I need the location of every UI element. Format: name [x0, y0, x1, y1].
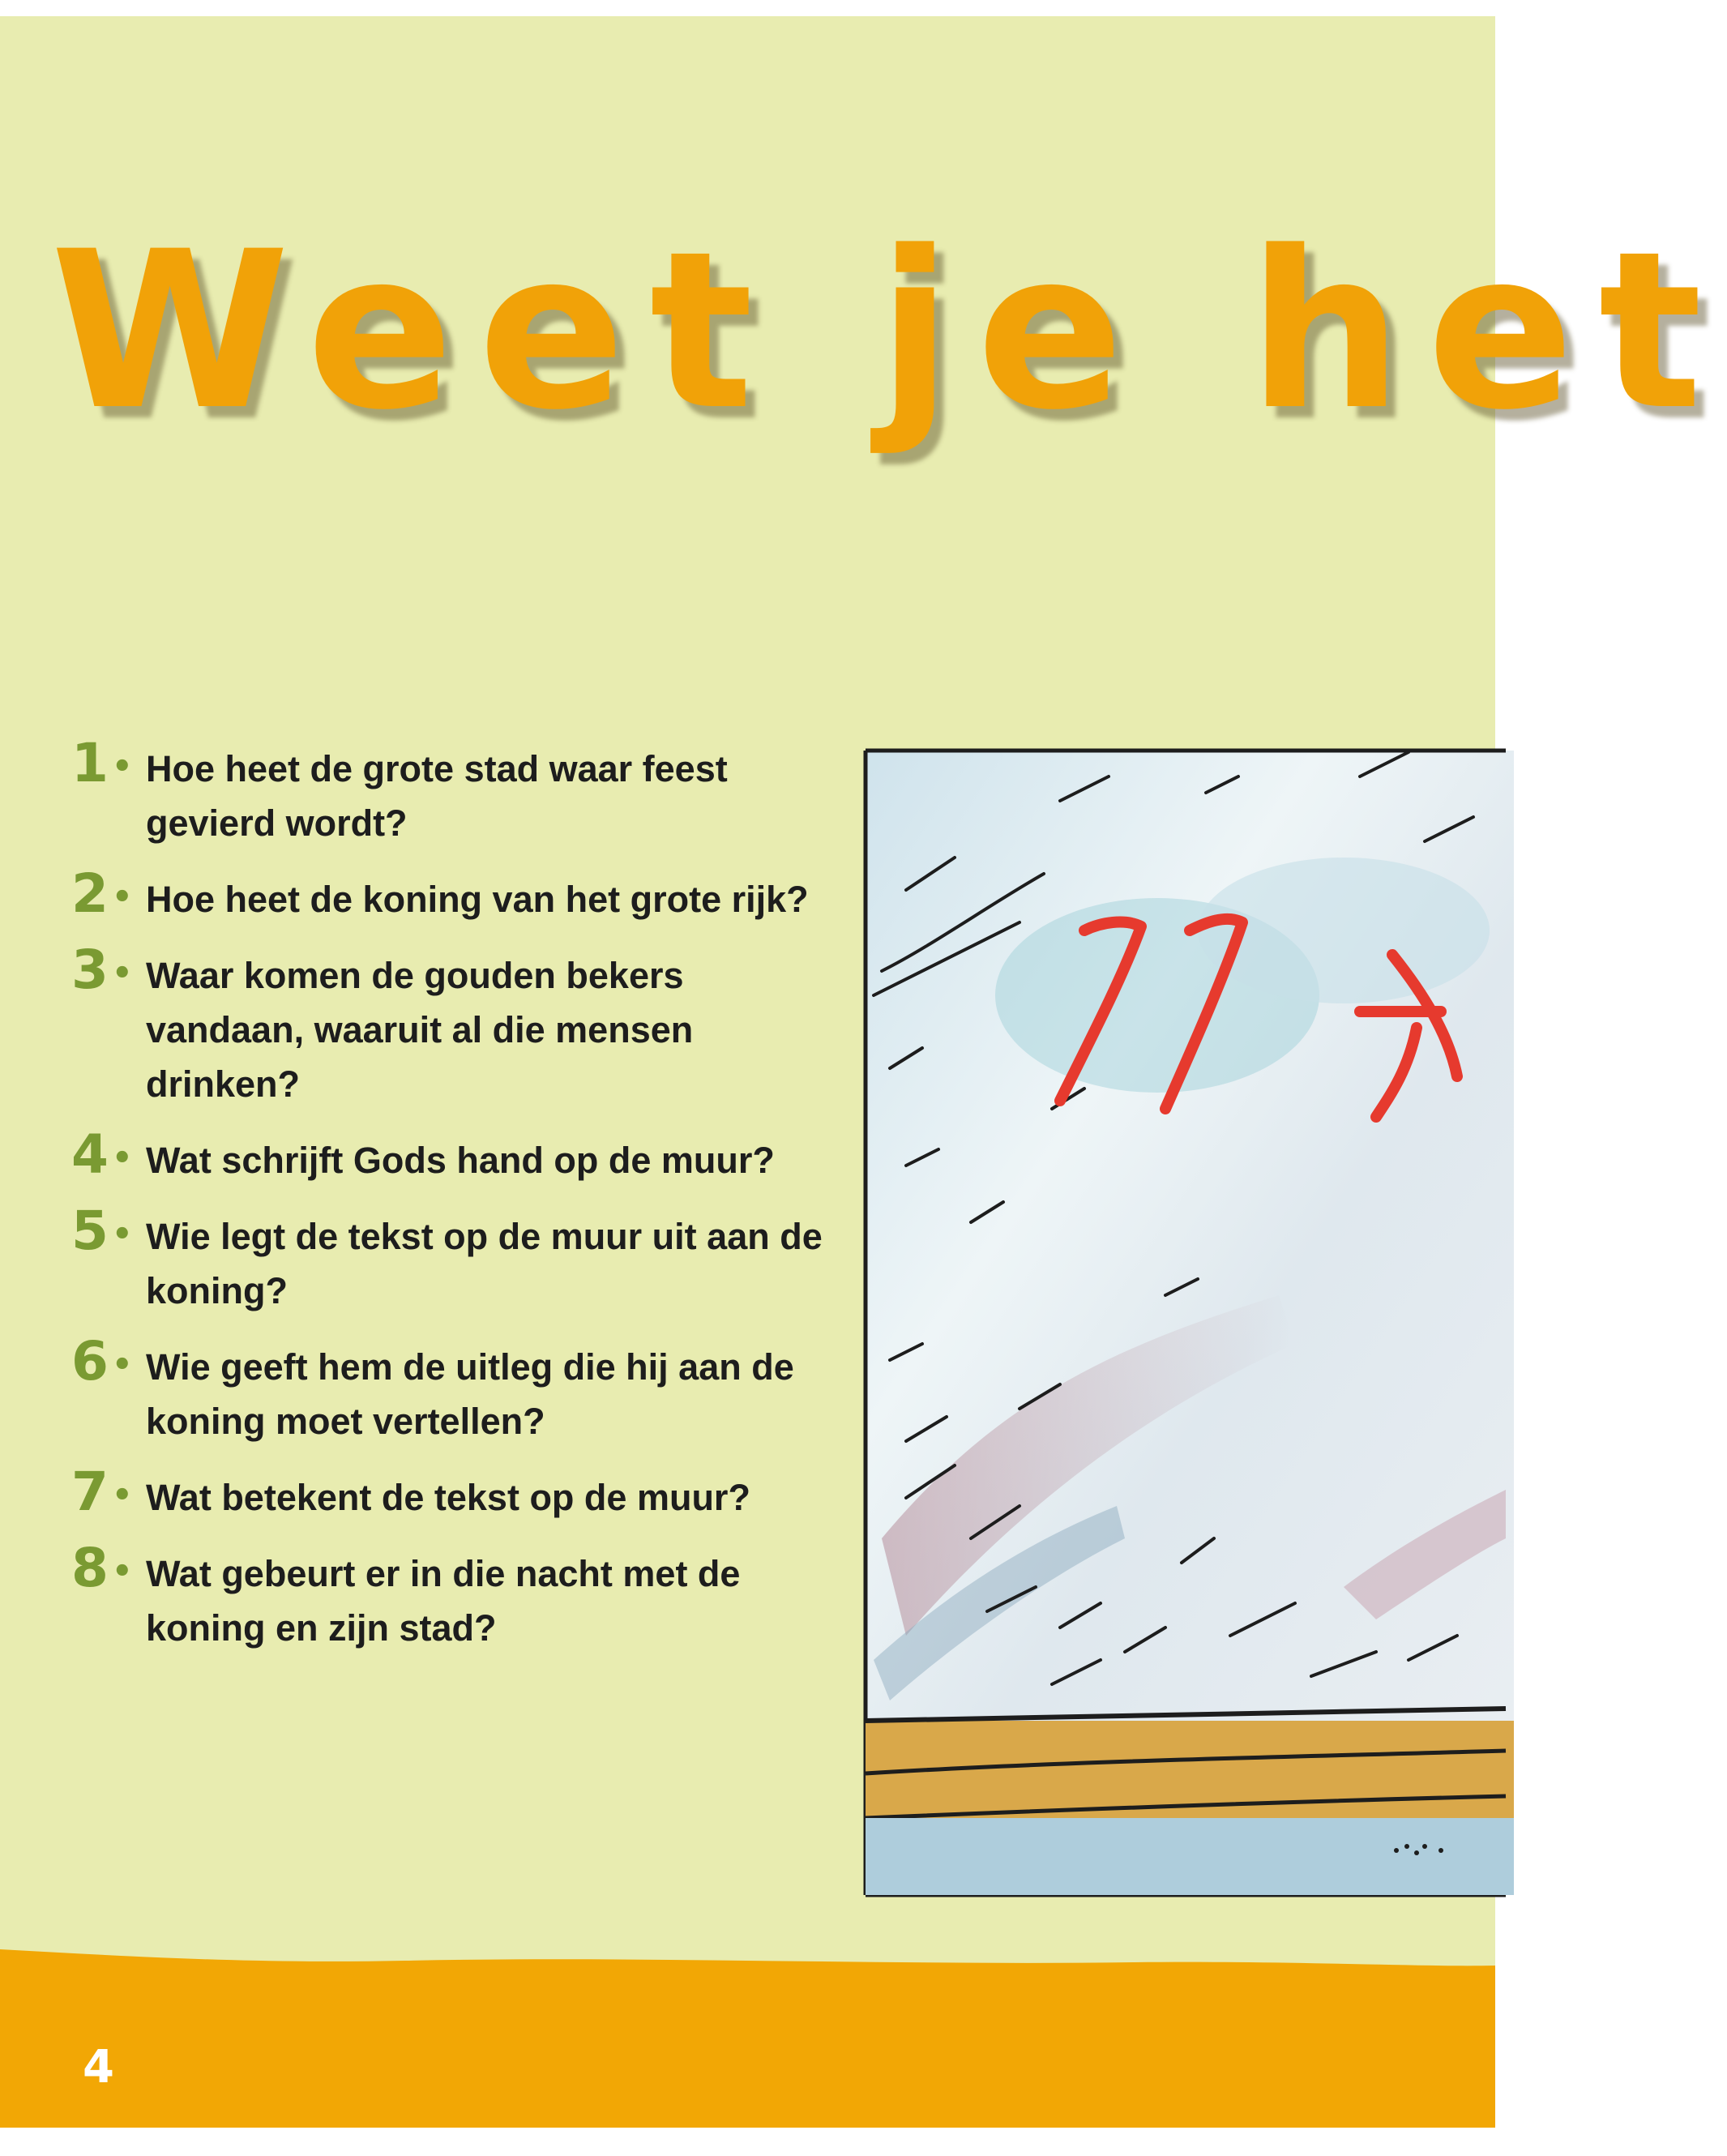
question-text: Hoe heet de koning van het grote rijk?: [146, 879, 809, 920]
footer-band: [0, 1949, 1495, 2128]
question-item: [71, 1200, 849, 1318]
question-text: Waar komen de gouden bekers vandaan, waaruit al die mensen drinken?: [146, 955, 694, 1105]
question-text: Wat gebeurt er in die nacht met de koning en zijn stad?: [146, 1553, 741, 1649]
question-item: [71, 1461, 849, 1525]
question-number: 3 •: [71, 939, 133, 1001]
page: [0, 16, 1727, 2128]
question-number: 1 •: [71, 732, 133, 794]
question-text: Wie legt de tekst op de muur uit aan de koning?: [146, 1216, 823, 1311]
question-text: Wat schrijft Gods hand op de muur?: [146, 1140, 775, 1181]
question-text: Hoe heet de grote stad waar feest gevierd wordt?: [146, 748, 728, 844]
question-number: 2 •: [71, 862, 133, 925]
question-item: [71, 939, 849, 1111]
question-number: 8 •: [71, 1537, 133, 1599]
question-text: Wie geeft hem de uitleg die hij aan de koning moet vertellen?: [146, 1346, 794, 1442]
question-number: 6 •: [71, 1330, 133, 1392]
question-item: [71, 1537, 849, 1655]
question-item: [71, 1330, 849, 1448]
question-number: 5 •: [71, 1200, 133, 1262]
question-list: [71, 732, 849, 1677]
wall-illustration: [857, 728, 1506, 1899]
question-text: Wat betekent de tekst op de muur?: [146, 1477, 750, 1518]
page-title: Weet je het: [50, 205, 1727, 458]
question-item: [71, 1123, 849, 1187]
question-item: [71, 732, 849, 850]
question-number: 4 •: [71, 1123, 133, 1186]
question-number: 7 •: [71, 1461, 133, 1523]
question-item: [71, 862, 849, 926]
page-number: 4: [83, 2041, 114, 2094]
